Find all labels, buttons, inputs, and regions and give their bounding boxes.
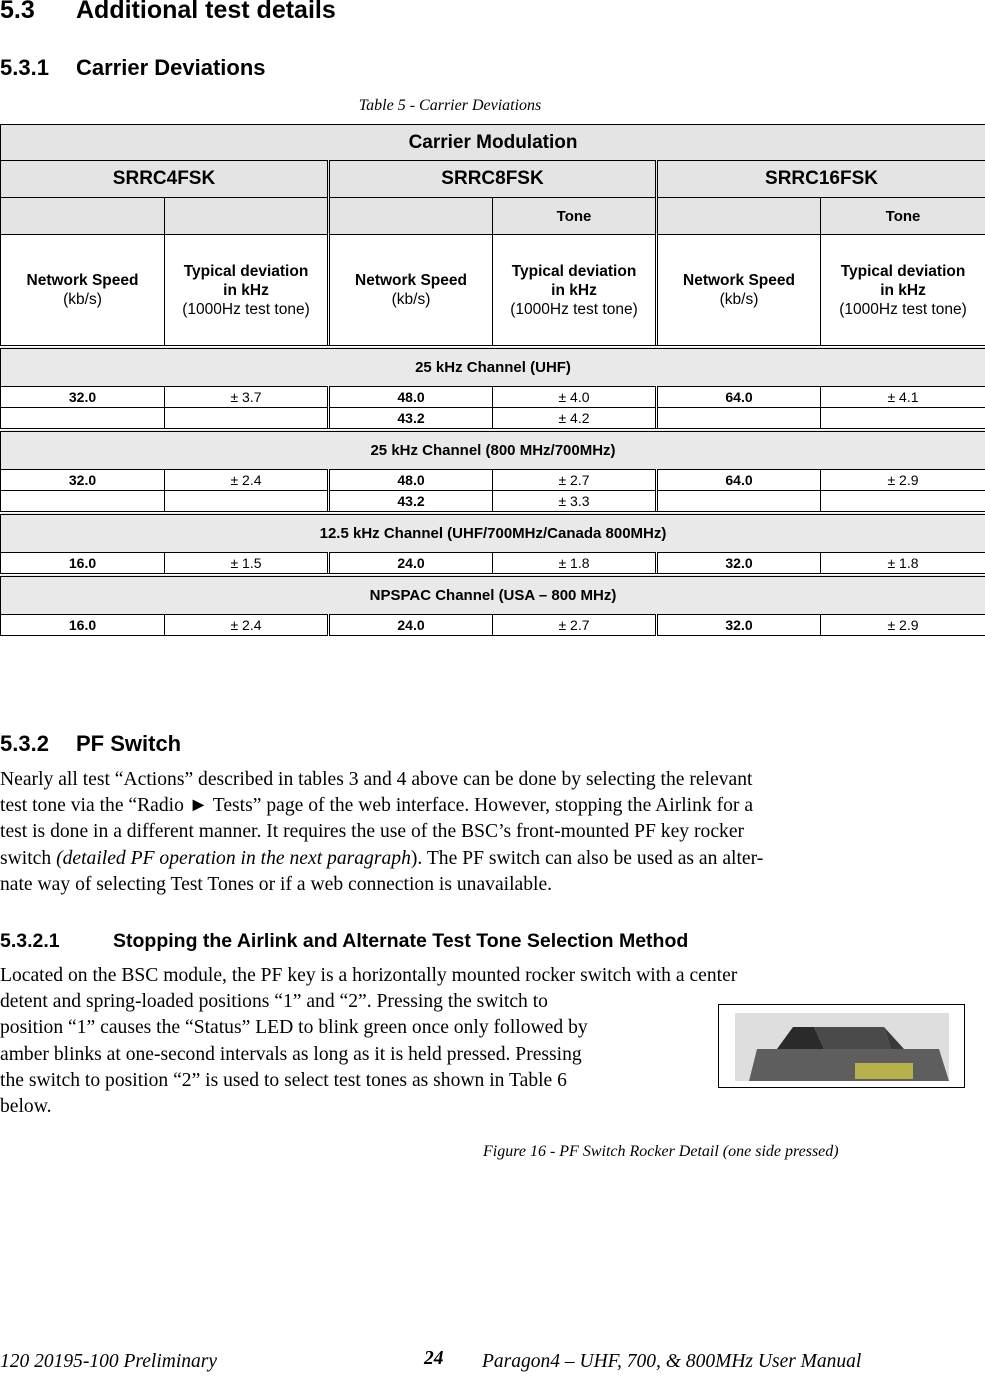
subsection-heading-5-3-2-1: 5.3.2.1 Stopping the Airlink and Alternate Test Tone Selection Method	[0, 930, 689, 952]
table-cell	[821, 491, 985, 514]
table-cell	[821, 408, 985, 431]
figure-caption: Figure 16 - PF Switch Rocker Detail (one side pressed)	[483, 1143, 839, 1160]
table-cell: 32.0	[657, 615, 821, 636]
carrier-deviations-table	[0, 124, 985, 636]
footer-manual-title: Paragon4 – UHF, 700, & 800MHz User Manual	[482, 1351, 862, 1372]
table-cell	[657, 491, 821, 514]
channel-header: 25 kHz Channel (UHF)	[1, 347, 985, 387]
footer-doc-number: 120 20195-100 Preliminary	[0, 1351, 218, 1372]
network-speed-header: Network Speed (kb/s)	[1, 235, 165, 348]
table-cell	[657, 408, 821, 431]
switch-base	[749, 1049, 949, 1081]
table-cell: ± 2.7	[493, 470, 657, 491]
typical-deviation-header: Typical deviation in kHz (1000Hz test tone)	[821, 235, 985, 348]
table-cell: ± 1.8	[493, 553, 657, 576]
table-cell: 48.0	[329, 387, 493, 408]
table-cell: 64.0	[657, 387, 821, 408]
tone-cell	[165, 198, 329, 235]
tone-cell: Tone	[821, 198, 985, 235]
table-cell: 32.0	[657, 553, 821, 576]
table-cell	[1, 408, 165, 431]
channel-header: 12.5 kHz Channel (UHF/700MHz/Canada 800MHz)	[1, 513, 985, 553]
carrier-modulation-header: Carrier Modulation	[1, 125, 985, 161]
typical-deviation-header: Typical deviation in kHz (1000Hz test tone)	[493, 235, 657, 348]
table-cell: ± 2.4	[165, 615, 329, 636]
table-cell: ± 4.1	[821, 387, 985, 408]
typical-deviation-header: Typical deviation in kHz (1000Hz test tone)	[165, 235, 329, 348]
table-cell: ± 2.9	[821, 615, 985, 636]
channel-header: NPSPAC Channel (USA – 800 MHz)	[1, 575, 985, 615]
table-cell	[1, 491, 165, 514]
switch-top	[814, 1027, 891, 1049]
tone-cell	[329, 198, 493, 235]
switch-label	[855, 1063, 913, 1079]
table-cell: 64.0	[657, 470, 821, 491]
table-caption: Table 5 - Carrier Deviations	[358, 97, 542, 114]
table-cell	[165, 491, 329, 514]
modulation-header: SRRC16FSK	[657, 161, 985, 198]
table-cell: 16.0	[1, 615, 165, 636]
table-cell: ± 2.4	[165, 470, 329, 491]
subsection-heading-5-3-1: 5.3.1 Carrier Deviations	[0, 55, 266, 80]
table-cell: ± 2.7	[493, 615, 657, 636]
subsection-heading-5-3-2: 5.3.2 PF Switch	[0, 731, 182, 756]
tone-cell: Tone	[493, 198, 657, 235]
modulation-header: SRRC8FSK	[329, 161, 657, 198]
table-cell: 43.2	[329, 491, 493, 514]
network-speed-header: Network Speed (kb/s)	[657, 235, 821, 348]
table-cell: 16.0	[1, 553, 165, 576]
table-cell: ± 1.5	[165, 553, 329, 576]
table-cell	[165, 408, 329, 431]
table-cell: ± 4.0	[493, 387, 657, 408]
table-cell: ± 2.9	[821, 470, 985, 491]
table-cell: ± 3.3	[493, 491, 657, 514]
footer-page-number: 24	[424, 1348, 444, 1369]
table-cell: ± 3.7	[165, 387, 329, 408]
table-cell: ± 1.8	[821, 553, 985, 576]
section-heading: 5.3 Additional test details	[0, 0, 336, 24]
table-cell: ± 4.2	[493, 408, 657, 431]
network-speed-header: Network Speed (kb/s)	[329, 235, 493, 348]
table-cell: 32.0	[1, 470, 165, 491]
table-cell: 32.0	[1, 387, 165, 408]
table-cell: 48.0	[329, 470, 493, 491]
table-cell: 24.0	[329, 553, 493, 576]
tone-cell	[1, 198, 165, 235]
stopping-airlink-paragraph: Located on the BSC module, the PF key is a horizontally mounted rocker switch with a center detent and spring-loaded positions “1” and “2”. Pressing the switch to position “1” causes the “Status” LED to blink green once only followed by amber blinks at one-second intervals as long as it is held pressed. Pressing the switch to position “2” is used to select test tones as shown in Table 6 below.	[0, 965, 738, 1118]
table-cell: 24.0	[329, 615, 493, 636]
modulation-header: SRRC4FSK	[1, 161, 329, 198]
table-cell: 43.2	[329, 408, 493, 431]
pf-switch-figure	[718, 1004, 965, 1088]
pf-switch-paragraph: Nearly all test “Actions” described in tables 3 and 4 above can be done by selecting the relevant test tone via the “Radio ► Tests” page of the web interface. However, stopping the Airlink for a test is done in a different manner. It requires the use of the BSC’s front-mounted PF key rocker switch (detailed PF operation in the next paragraph). The PF switch can also be used as an alter- nate way of selecting Test Tones or if a web connection is unavailable.	[0, 769, 764, 895]
tone-cell	[657, 198, 821, 235]
channel-header: 25 kHz Channel (800 MHz/700MHz)	[1, 430, 985, 470]
rocker-switch-image	[719, 1005, 964, 1087]
